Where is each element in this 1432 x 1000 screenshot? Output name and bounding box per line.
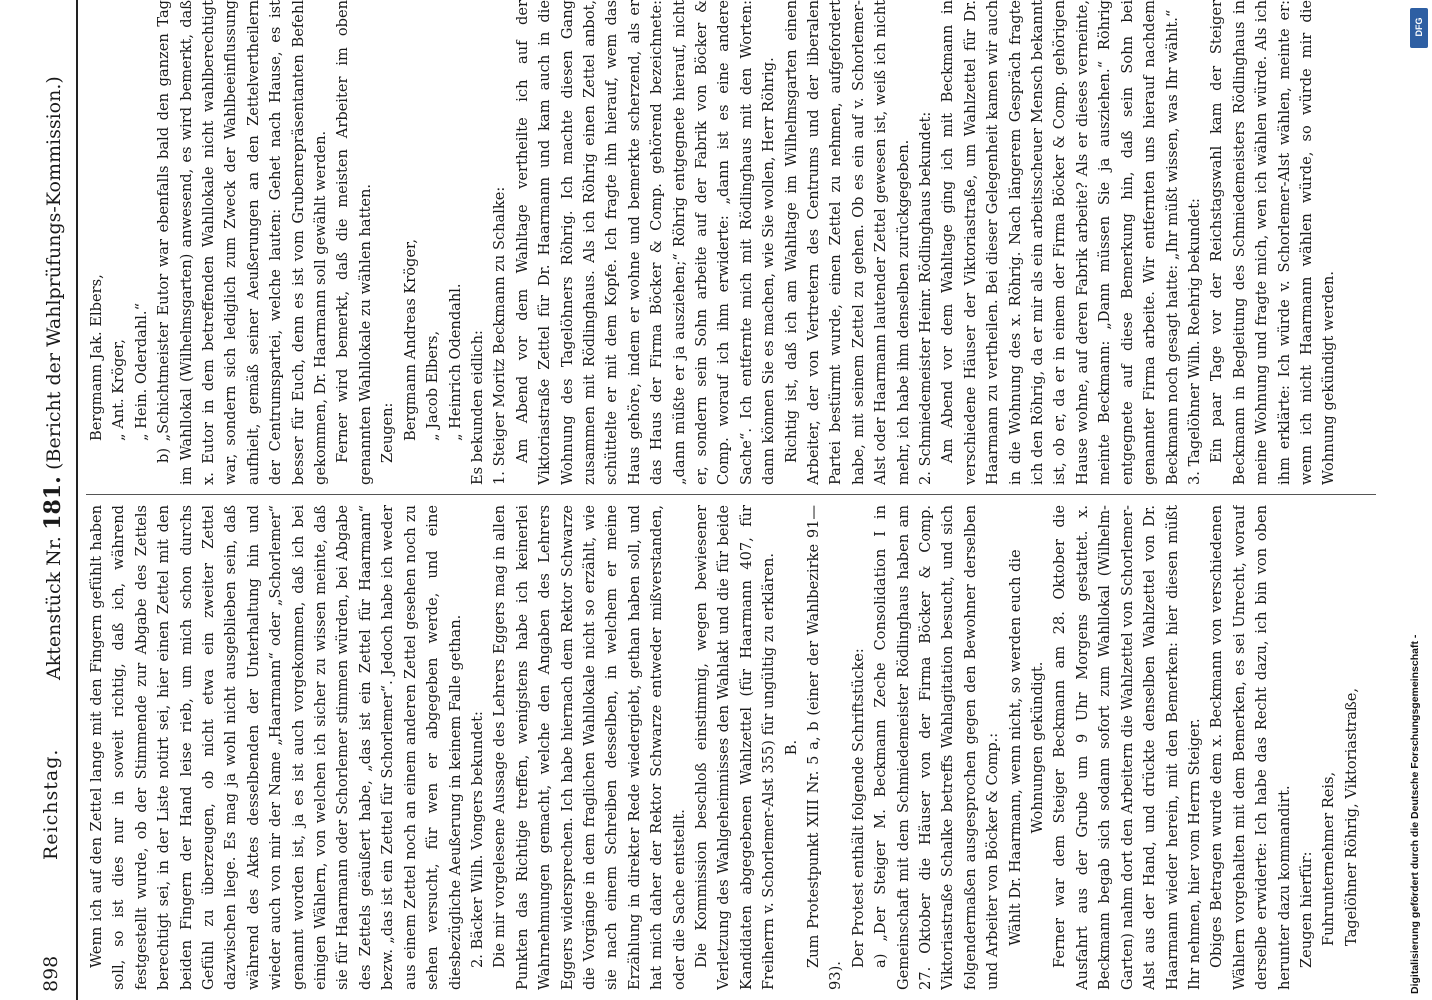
- paragraph: Es bekunden eidlich:: [468, 330, 486, 485]
- column-left: [86, 505, 1386, 990]
- paragraph: Wenn ich auf den Zettel lange mit den Fingern gefühlt haben soll, so ist dies nur in soweit richtig, daß ich, während festgestellt wurde, ob der Stimmende zur Abgabe des Zettels berechtigt sei, in der Liste notirt sei, hier einen Zettel mit den beiden Fingern der Hand leise rieb, um mich schon durchs Gefühl zu überzeugen, ob nicht etwa ein zweiter Zettel dazwischen liege. Es mag ja wohl nicht ausgeblieben sein, daß während des Aktes desselbenden der Unterhaltung hin und wieder auch von mir der Name „Haarmann“ oder „Schorlemer“ genannt worden ist, ja es ist auch vorgekommen, daß ich bei einigen Wählern, von welchen ich sicher zu wissen meinte, daß sie für Haarmann oder Schorlemer stimmen würden, bei Abgabe des Zettels geäußert habe, „das ist ein Zettel für Haarmann“ bezw. „das ist ein Zettel für Schorlemer“. Jedoch habe ich weder aus einem Zettel noch an einem anderen Zettel gesehen noch zu sehen versucht, für wen er abgegeben werde, und eine diesbezügliche Aeußerung in keinem Falle gethan.: [88, 505, 464, 990]
- paragraph: a) „Der Steiger M. Beckmann Zeche Consolidation I in Gemeinschaft mit dem Schmiedemeister Rödlinghaus haben am 27. Oktober die Häuser von der Firma Böcker & Comp. Viktoriastraße Schalke betreffs Wahlagitation besucht, und sich folgendermaßen ausgesprochen gegen den Bewohner derselben und Arbeiter von Böcker & Comp.:: [872, 505, 1002, 990]
- witness-heading: 2. Bäcker Wilh. Vongers bekundet:: [468, 711, 486, 968]
- witness-name: „ Heinrich Odendahl.: [446, 283, 464, 441]
- paragraph: Richtig ist, daß ich am Wahltage im Wilhelmsgarten einen Arbeiter, der von Vertretern des Centrums und der liberalen Partei bestürmt wurde, einen Zettel zu nehmen, aufgefordert habe, mit seinem Zettel zu gehen. Ob es ein auf v. Schorlemer-Alst oder Haarmann lautender Zettel gewesen ist, weiß ich nicht mehr, ich habe ihm denselben zurückgegeben.: [782, 0, 912, 485]
- digitization-note-text: Digitalisierung gefördert durch die Deutsche Forschungsgemeinschaft -: [1409, 634, 1421, 994]
- witness-name: Bergmann Andreas Kröger,: [401, 238, 419, 441]
- witness-heading: 1. Steiger Moritz Beckmann zu Schalke:: [491, 186, 509, 485]
- paragraph: b) „Schichtmeister Eutor war ebenfalls bald den ganzen Tag im Wahllokal (Wilhelmsgarten) anwesend, es wird bemerkt, daß x. Eutor in dem betreffenden Wahllokale nicht wahlberechtigt war, sondern sich lediglich zum Zweck der Wahlbeeinflussung aufhielt, gemäß seiner Aeußerungen an den Zettelvertheilern der Centrumspartei, welche lauten: Gehet nach Hause, es ist besser für Euch, denn es ist vom Grubenrepräsentanten Befehl gekommen, Dr. Haarmann soll gewählt werden.: [155, 0, 330, 485]
- witness-label: Zeugen hierfür:: [1297, 851, 1315, 968]
- doc-number: 181.: [40, 476, 66, 530]
- paragraph: Am Abend vor dem Wahltage ging ich mit Beckmann in verschiedene Häuser der Viktoriastraße, um Wahlzettel für Dr. Haarmann zu vertheilen. Bei dieser Gelegenheit kamen wir auch in die Wohnung des x. Röhrig. Nach längerem Gespräch fragte ich den Röhrig, da er mir als ein arbeitsscheuer Mensch bekannt ist, ob er, da er in einem der Firma Böcker & Comp. gehörigen Hause wohne, auf deren Fabrik arbeite? Als er dieses verneinte, meinte Beckmann: „Dann müssen Sie ja ausziehen.“ Röhrig entgegnete auf diese Bemerkung hin, daß sein Sohn bei genannter Firma arbeite. Wir entfernten uns hierauf nachdem Beckmann noch gesagt hatte: „Ihr müßt wissen, was Ihr wählt.“: [939, 0, 1181, 485]
- paragraph: Ein paar Tage vor der Reichstagswahl kam der Steiger Beckmann in Begleitung des Schmiedemeisters Rödlinghaus in meine Wohnung und fragte mich, wen ich wählen würde. Als ich ihm erklärte: Ich würde v. Schorlemer-Alst wählen, meinte er: wenn ich nicht Haarmann wählen würde, so würde mir die Wohnung gekündigt werden.: [1208, 0, 1338, 485]
- column-right: [86, 0, 1386, 485]
- header-rule: [76, 0, 78, 1000]
- paragraph: Die Kommission beschloß einstimmig, wegen bewiesener Verletzung des Wahlgeheimnisses den Wahlakt und die für beide Kandidaten abgegebenen Wahlzettel (für Haarmann 407, für Freiherrn v. Schorlemer-Alst 355) für ungültig zu erklären.: [692, 505, 778, 990]
- dfg-logo-text: DFG: [1414, 17, 1424, 37]
- witness-label: Zeugen:: [379, 402, 397, 463]
- witness-name: Bergmann Jak. Elbers,: [88, 274, 105, 441]
- witness-name: „ Hein. Oderdahl.“: [132, 302, 150, 441]
- paragraph: Die mir vorgelesene Aussage des Lehrers Eggers mag in allen Punkten das Richtige treffen, wenigstens habe ich keinerlei Wahrnehmungen gemacht, welche den Angaben des Lehrers Eggers widersprechen. Ich habe hiernach dem Rektor Schwarze die Vorgänge in dem fraglichen Wahllokale nicht so erzählt, wie sie nach einem Schreiben desselben, in welchem er meine Erzählung in direkter Rede wiedergiebt, gethan haben soll, und hat mich daher der Rektor Schwarze entweder mißverstanden, oder die Sache entstellt.: [491, 505, 688, 990]
- column-divider: [86, 494, 1376, 495]
- section-heading: B.: [782, 739, 800, 756]
- document-title: [40, 76, 66, 680]
- paragraph: Ferner war dem Steiger Beckmann am 28. Oktober die Ausfahrt aus der Grube um 9 Uhr Morgens gestattet. x. Beckmann begab sich sodann sofort zum Wahllokal (Wilhelm-Garten) nahm dort den Arbeitern die Wahlzettel von Schorlemer-Alst aus der Hand, und drückte denselben Wahlzettel von Dr. Haarmann wieder herein, mit den Bemerken: hier diesen müßt Ihr nehmen, hier vom Herrn Steiger.: [1051, 505, 1203, 990]
- witness-heading: 2. Schmiedemeister Heinr. Rödlinghaus bekundet:: [917, 111, 935, 485]
- page-number: 898: [40, 955, 62, 992]
- paragraph: Obiges Betragen wurde dem x. Beckmann von verschiedenen Wählern vorgehalten mit dem Bemerken, es sei Unrecht, worauf derselbe erwiderte: Ich habe das Recht dazu, ich bin von oben herunter dazu kommandirt.: [1208, 505, 1293, 990]
- witness-name: „ Jacob Elbers,: [424, 330, 442, 441]
- digitization-note: [1405, 6, 1427, 994]
- witness-name: Fuhrunternehmer Reis,: [1320, 771, 1338, 946]
- witness-name: Tagelöhner Röhrig, Viktoriastraße,: [1342, 687, 1360, 946]
- page-header: [28, 0, 76, 1000]
- witness-heading: 3. Tagelöhner Wilh. Roehrig bekundet:: [1185, 198, 1203, 485]
- running-title: Reichstag.: [40, 748, 62, 860]
- paragraph: Zum Protestpunkt XIII Nr. 5 a, b (einer der Wahlbezirke 91—93).: [805, 505, 845, 990]
- doc-title-prefix: Aktenstück Nr.: [43, 536, 65, 680]
- paragraph: Der Protest enthält folgende Schriftstücke:: [849, 648, 867, 968]
- dfg-logo: [1410, 8, 1428, 48]
- paragraph: Ferner wird bemerkt, daß die meisten Arbeiter im oben genannten Wahllokale zu wählen hatten.: [334, 0, 374, 485]
- witness-name: „ Ant. Kröger,: [110, 339, 128, 441]
- paragraph: Am Abend vor dem Wahltage vertheilte ich auf der Viktoriastraße Zettel für Dr. Haarmann und kam auch in die Wohnung des Tagelöhners Röhrig. Ich machte diesen Gang zusammen mit Rödlinghaus. Als ich Röhrig einen Zettel anbot, schüttelte er mit dem Kopfe. Ich fragte ihn hierauf, wem das Haus gehöre, indem er wohne und bemerkte scherzend, als er das Haus der Firma Böcker & Comp. gehörend bezeichnete: „dann müßte er ja ausziehen;“ Röhrig entgegnete hierauf, nicht er, sondern sein Sohn arbeite auf der Fabrik von Böcker & Comp. worauf ich ihm erwiderte: „dann ist es eine andere Sache“. Ich entfernte mich mit Rödlinghaus mit den Worten: dann können Sie es machen, wie Sie wollen, Herr Röhrig.: [513, 0, 778, 485]
- doc-title-suffix: (Bericht der Wahlprüfungs-Kommission.): [43, 76, 65, 470]
- paragraph: Wählt Dr. Haarmann, wenn nicht, so werden euch die Wohnungen gekündigt.: [1006, 549, 1047, 946]
